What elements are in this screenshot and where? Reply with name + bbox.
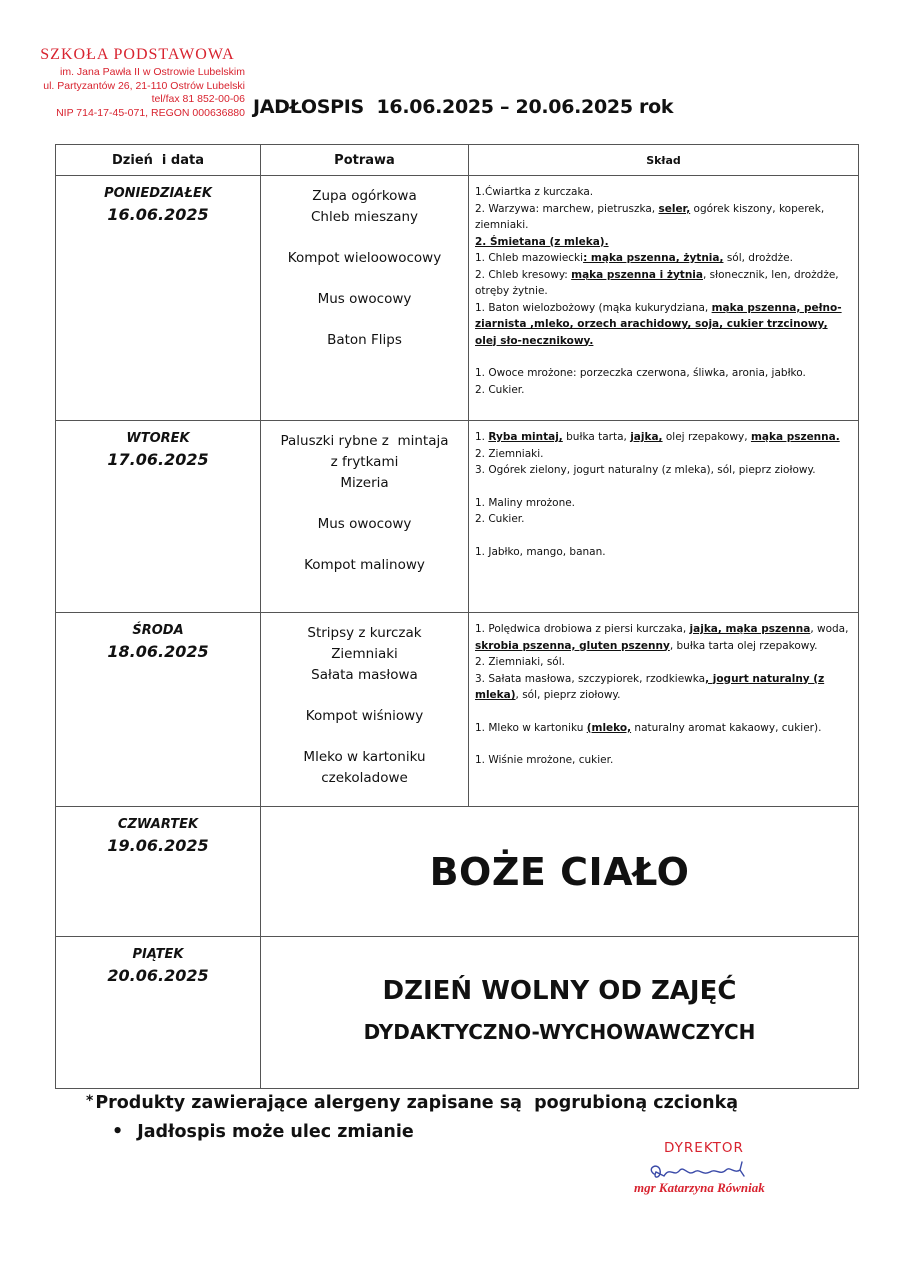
- day-name: CZWARTEK: [117, 817, 199, 832]
- holiday-subtitle: DYDAKTYCZNO-WYCHOWAWCZYCH: [363, 1019, 756, 1044]
- dish-cell: [261, 421, 469, 613]
- ingredient-line: 1. Maliny mrożone.: [475, 496, 576, 509]
- stamp-line-3: tel/fax 81 852-00-06: [151, 93, 245, 105]
- dish-item: Kompot wieloowocowy: [287, 250, 442, 266]
- dish-item: Mus owocowy: [317, 291, 412, 307]
- day-name: WTOREK: [126, 431, 190, 446]
- ingredient-line: 1. Wiśnie mrożone, cukier.: [475, 754, 614, 766]
- holiday-cell: [261, 807, 859, 937]
- day-date: 16.06.2025: [107, 205, 209, 224]
- change-note: [112, 1122, 414, 1142]
- dish-item: Stripsy z kurczak: [307, 625, 422, 641]
- day-cell: [56, 176, 261, 421]
- allergen: jajka,: [630, 431, 663, 443]
- dish-item: Baton Flips: [327, 332, 402, 348]
- table-row-monday: [56, 176, 859, 421]
- holiday-title: DZIEŃ WOLNY OD ZAJĘĆ: [382, 975, 737, 1006]
- dish-item: Paluszki rybne z mintaja: [280, 433, 449, 449]
- stamp-line-2: ul. Partyzantów 26, 21-110 Ostrów Lubelski: [43, 79, 245, 92]
- sklad-cell: [469, 613, 859, 807]
- allergen: , jogurt naturalny (z mleka): [475, 672, 825, 701]
- day-name: ŚRODA: [132, 623, 184, 638]
- table-row-wednesday: [56, 613, 859, 807]
- header-day: Dzień i data: [56, 145, 261, 176]
- ingredient-line: 2. Warzywa: marchew, pietruszka, seler, ogórek kiszony, koperek, ziemniaki.: [475, 202, 825, 231]
- menu-table: [55, 144, 859, 1089]
- signer-name: mgr Katarzyna Równiak: [634, 1180, 765, 1195]
- holiday-cell: [261, 937, 859, 1089]
- table-row-friday: [56, 937, 859, 1089]
- allergen: mąka pszenna i żytnia: [571, 268, 703, 281]
- day-cell: [56, 421, 261, 613]
- allergen: Ryba mintaj,: [488, 431, 563, 443]
- table-row-tuesday: [56, 421, 859, 613]
- header-dish: Potrawa: [261, 145, 469, 176]
- allergen: mąka pszenna, pełno-ziarnista ,mleko, orzech arachidowy, soja, cukier trzcinowy, olej sło-necznikowy.: [475, 301, 842, 347]
- day-date: 19.06.2025: [107, 836, 209, 855]
- ingredient-line: 2. Chleb kresowy: mąka pszenna i żytnia, słonecznik, len, drożdże, otręby żytnie.: [475, 268, 839, 297]
- day-name: PIĄTEK: [132, 947, 184, 962]
- allergen: seler,: [658, 202, 691, 215]
- allergen: jajka, mąka pszenna: [689, 623, 811, 635]
- day-date: 17.06.2025: [107, 450, 209, 469]
- day-date: 18.06.2025: [107, 642, 209, 661]
- asterisk: *: [86, 1093, 94, 1109]
- page-title: JADŁOSPIS 16.06.2025 – 20.06.2025 rok: [253, 96, 674, 118]
- allergen: (mleko,: [586, 721, 632, 734]
- dish-item: Sałata masłowa: [311, 667, 418, 683]
- allergen: mąka pszenna.: [750, 431, 840, 443]
- day-cell: [56, 613, 261, 807]
- ingredient-line: 1. Owoce mrożone: porzeczka czerwona, śliwka, aronia, jabłko.: [475, 367, 806, 379]
- dish-item: czekoladowe: [321, 770, 408, 786]
- dish-item: z frytkami: [330, 454, 399, 470]
- dish-cell: [261, 176, 469, 421]
- dish-item: Mizeria: [340, 475, 389, 491]
- stamp-line-4: NIP 714-17-45-071, REGON 000636880: [56, 106, 245, 119]
- ingredient-line: 1. Ryba mintaj, bułka tarta, jajka, olej rzepakowy, mąka pszenna.: [475, 431, 840, 443]
- school-stamp: [30, 46, 245, 120]
- bullet-icon: •: [112, 1122, 124, 1142]
- dish-cell: [261, 613, 469, 807]
- dish-item: Kompot malinowy: [304, 557, 425, 573]
- ingredient-line: 1.Ćwiartka z kurczaka.: [475, 186, 594, 198]
- dish-item: Kompot wiśniowy: [305, 708, 424, 724]
- holiday-title: BOŻE CIAŁO: [429, 849, 690, 894]
- day-name: PONIEDZIAŁEK: [104, 186, 212, 201]
- stamp-title: SZKOŁA PODSTAWOWA: [40, 46, 235, 63]
- allergen: : mąka pszenna, żytnia,: [583, 252, 724, 264]
- allergen: skrobia pszenna, gluten pszenny: [475, 639, 670, 652]
- dish-item: Zupa ogórkowa: [312, 188, 417, 204]
- ingredient-line: 1. Polędwica drobiowa z piersi kurczaka, jajka, mąka pszenna, woda, skrobia pszenna, gluten pszenny, bułka tarta olej rzepakowy.: [475, 623, 849, 652]
- ingredient-line: 1. Baton wielozbożowy (mąka kukurydziana, mąka pszenna, pełno-ziarnista ,mleko, orzech arachidowy, soja, cukier trzcinowy, olej sło-necznikowy.: [475, 301, 842, 347]
- director-label: DYREKTOR: [664, 1140, 744, 1156]
- sklad-cell: [469, 421, 859, 613]
- ingredient-line: 2. Cukier.: [475, 383, 525, 396]
- allergen-note: [86, 1093, 738, 1113]
- ingredient-line: 3. Ogórek zielony, jogurt naturalny (z mleka), sól, pieprz ziołowy.: [475, 464, 816, 476]
- change-note-text: Jadłospis może ulec zmianie: [137, 1122, 414, 1142]
- header-sklad: Skład: [469, 145, 859, 176]
- sklad-cell: [469, 176, 859, 421]
- ingredient-line: 1. Mleko w kartoniku (mleko, naturalny aromat kakaowy, cukier).: [475, 721, 822, 734]
- dish-item: Chleb mieszany: [310, 209, 419, 225]
- dish-item: Mleko w kartoniku: [303, 749, 426, 765]
- day-cell: [56, 807, 261, 937]
- table-row-thursday: [56, 807, 859, 937]
- ingredient-line: 1. Chleb mazowiecki: mąka pszenna, żytnia, sól, drożdże.: [475, 252, 793, 264]
- ingredient-line: 2. Cukier.: [475, 513, 525, 525]
- day-cell: [56, 937, 261, 1089]
- header-row: [56, 145, 859, 176]
- ingredient-line: 2. Śmietana (z mleka).: [475, 235, 609, 248]
- ingredient-line: 2. Ziemniaki.: [475, 447, 544, 460]
- day-date: 20.06.2025: [107, 966, 209, 985]
- allergen-note-text: Produkty zawierające alergeny zapisane są pogrubioną czcionką: [95, 1093, 739, 1113]
- ingredient-line: 2. Ziemniaki, sól.: [475, 656, 565, 668]
- dish-item: Ziemniaki: [331, 646, 398, 662]
- dish-item: Mus owocowy: [317, 516, 412, 532]
- stamp-line-1: im. Jana Pawła II w Ostrowie Lubelskim: [60, 66, 245, 78]
- ingredient-line: 3. Sałata masłowa, szczypiorek, rzodkiewka, jogurt naturalny (z mleka), sól, pieprz ziołowy.: [475, 672, 825, 701]
- ingredient-line: 1. Jabłko, mango, banan.: [475, 545, 606, 558]
